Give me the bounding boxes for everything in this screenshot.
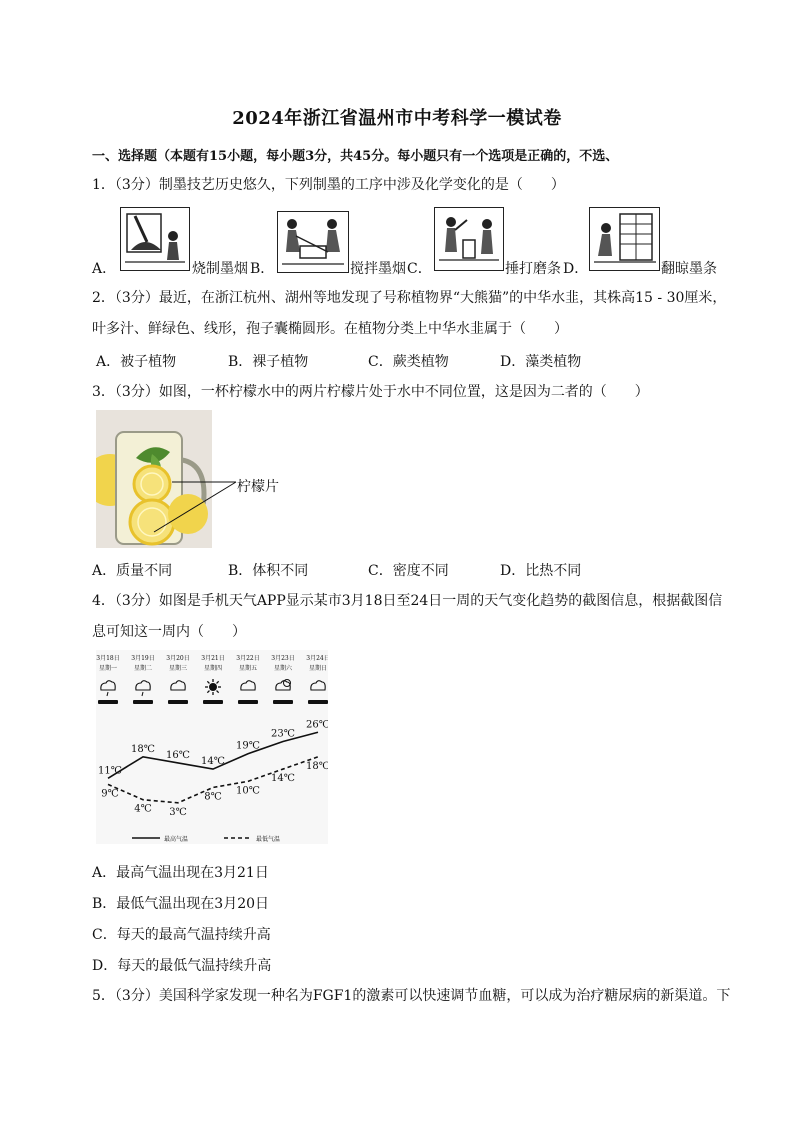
sun-icon-ray — [207, 681, 209, 683]
q3-option-a: A．质量不同 — [92, 563, 173, 579]
rain-drop-icon — [142, 692, 143, 696]
q2-option-c: C．蕨类植物 — [368, 354, 449, 370]
q4-option-d: D．每天的最低气温持续升高 — [92, 958, 272, 974]
lemon-slice-label: 柠檬片 — [237, 478, 279, 494]
q1-option-a-text: 烧制墨烟 — [192, 261, 248, 277]
high-temp-label: 23℃ — [271, 728, 295, 740]
low-temp-label: 3℃ — [169, 806, 187, 818]
q4-option-c: C．每天的最高气温持续升高 — [92, 927, 271, 943]
date-tick-label: 3月20日 — [166, 655, 190, 662]
lemon-pointer-lines — [150, 470, 240, 540]
q2-option-d: D．藻类植物 — [500, 354, 582, 370]
cloud-icon — [171, 681, 185, 690]
cloud-rain-icon — [136, 681, 150, 690]
weather-bar — [203, 700, 223, 704]
weather-bar — [238, 700, 258, 704]
sun-icon — [209, 683, 217, 691]
weather-bar — [98, 700, 118, 704]
weather-chart-svg — [96, 650, 328, 844]
weekday-tick-label: 星期四 — [203, 665, 223, 672]
cloud-icon — [311, 681, 325, 690]
q5-stem: 5．（3分）美国科学家发现一种名为FGF1的激素可以快速调节血糖，可以成为治疗糖尿病的新渠道。下 — [92, 988, 731, 1004]
sun-icon-ray — [217, 691, 219, 693]
legend-low-label: 最低气温 — [256, 836, 281, 843]
high-temp-label: 11℃ — [98, 765, 122, 777]
ink-burning-image — [120, 207, 190, 271]
q4-option-a: A．最高气温出现在3月21日 — [92, 865, 269, 881]
cloud-sun-icon — [276, 681, 290, 690]
q3-option-d: D．比热不同 — [500, 563, 582, 579]
q2-option-a: A．被子植物 — [96, 354, 177, 370]
weekday-tick-label: 星期六 — [273, 665, 293, 672]
q1-option-c-letter: C． — [407, 261, 432, 277]
section-heading: 一、选择题（本题有15小题，每小题3分，共45分。每小题只有一个选项是正确的，不选、 — [92, 149, 619, 164]
exam-title: 2024年浙江省温州市中考科学一模试卷 — [232, 108, 562, 129]
q1-option-d-letter: D． — [563, 261, 589, 277]
q2-stem-line2: 叶多汁、鲜绿色、线形，孢子囊椭圆形。在植物分类上中华水韭属于（ ） — [92, 321, 568, 337]
q1-option-a-letter: A． — [92, 261, 117, 277]
high-temp-label: 14℃ — [201, 756, 225, 768]
low-temp-label: 9℃ — [101, 788, 119, 800]
date-tick-label: 3月18日 — [96, 655, 120, 662]
weekday-tick-label: 星期五 — [238, 665, 258, 672]
cloud-rain-icon — [101, 681, 115, 690]
low-temp-label: 10℃ — [236, 785, 260, 797]
weekday-tick-label: 星期日 — [308, 665, 328, 672]
ink-mixing-image — [277, 211, 349, 273]
high-temp-label: 18℃ — [131, 743, 155, 755]
weekday-tick-label: 星期一 — [98, 665, 118, 672]
date-tick-label: 3月19日 — [131, 655, 155, 662]
q1-option-b-text: 搅拌墨烟 — [350, 261, 406, 277]
q1-option-c-text: 捶打磨条 — [505, 261, 561, 277]
sun-icon-ray — [217, 681, 219, 683]
legend-high-label: 最高气温 — [164, 836, 189, 843]
low-temp-label: 8℃ — [204, 791, 222, 803]
weather-bar — [168, 700, 188, 704]
q4-stem-line1: 4．（3分）如图是手机天气APP显示某市3月18日至24日一周的天气变化趋势的截图信息，根据截图信 — [92, 593, 723, 609]
date-tick-label: 3月21日 — [201, 655, 225, 662]
high-temp-label: 26℃ — [306, 719, 328, 731]
q3-stem: 3．（3分）如图，一杯柠檬水中的两片柠檬片处于水中不同位置，这是因为二者的（ ） — [92, 384, 649, 400]
q2-option-b: B．裸子植物 — [228, 354, 309, 370]
q4-stem-line2: 息可知这一周内（ ） — [92, 624, 246, 640]
cloud-icon — [241, 681, 255, 690]
low-temp-label: 4℃ — [134, 803, 152, 815]
q1-option-b-letter: B． — [250, 261, 275, 277]
weather-bar — [273, 700, 293, 704]
q4-option-b: B．最低气温出现在3月20日 — [92, 896, 270, 912]
low-temp-label: 18℃ — [306, 760, 328, 772]
weather-bar — [133, 700, 153, 704]
date-tick-label: 3月24日 — [306, 655, 328, 662]
date-tick-label: 3月22日 — [236, 655, 260, 662]
rain-drop-icon — [107, 692, 108, 696]
weather-chart — [96, 650, 328, 844]
q3-option-b: B．体积不同 — [228, 563, 309, 579]
q1-option-d-text: 翻晾墨条 — [661, 261, 717, 277]
weather-bar — [308, 700, 328, 704]
q1-stem: 1．（3分）制墨技艺历史悠久，下列制墨的工序中涉及化学变化的是（ ） — [92, 177, 565, 193]
ink-drying-image — [589, 207, 660, 271]
sun-icon-ray — [207, 691, 209, 693]
date-tick-label: 3月23日 — [271, 655, 295, 662]
weekday-tick-label: 星期三 — [168, 665, 188, 672]
q2-stem-line1: 2．（3分）最近，在浙江杭州、湖州等地发现了号称植物界“大熊猫”的中华水韭，其株高15 - 30厘米， — [92, 290, 727, 306]
weekday-tick-label: 星期二 — [133, 665, 153, 672]
low-temp-label: 14℃ — [271, 773, 295, 785]
high-temp-label: 16℃ — [166, 749, 190, 761]
ink-hammering-image — [434, 207, 504, 271]
q3-option-c: C．密度不同 — [368, 563, 449, 579]
high-temp-label: 19℃ — [236, 740, 260, 752]
